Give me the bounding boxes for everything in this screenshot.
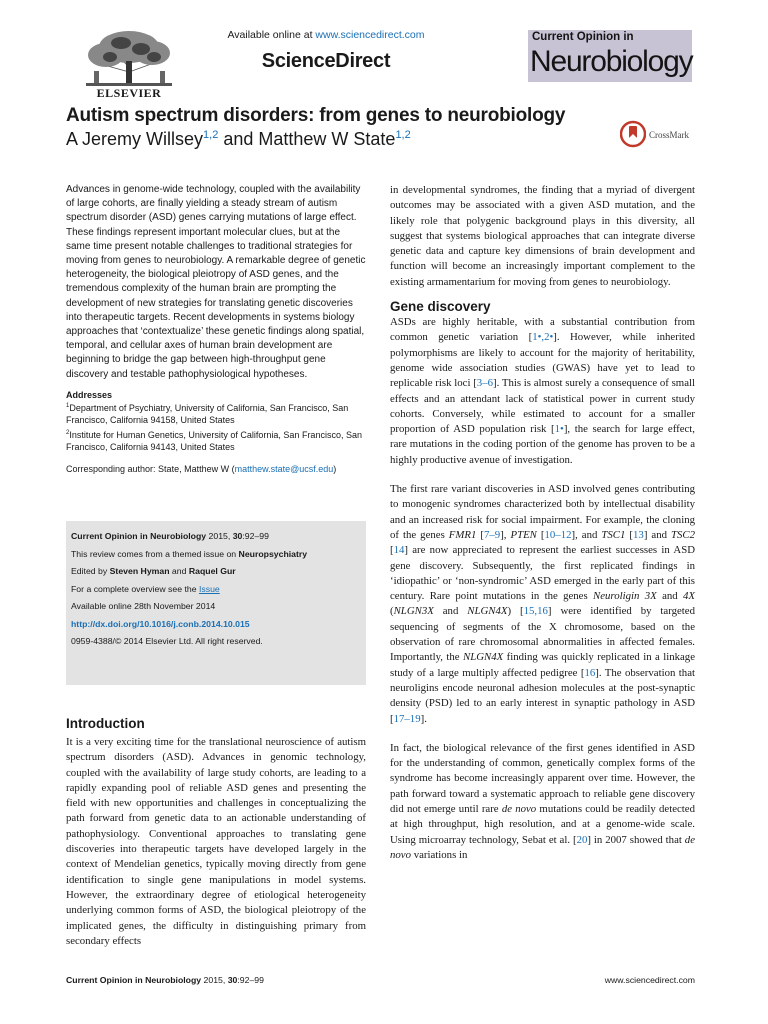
spacer xyxy=(390,468,695,482)
gene-name: NLGN4X xyxy=(463,651,504,664)
ref-link[interactable]: 16 xyxy=(584,666,596,679)
footer-volume: 30 xyxy=(227,975,238,985)
ref-link[interactable]: 13 xyxy=(633,528,644,541)
text: In fact, the biological relevance of the first genes identified in ASD for the understanding of common, genetically complex forms of the syndrome has become increasingly apparent over time. However, the path forward toward a systematic approach to reliable gene discovery did not emerge until rare xyxy=(390,741,695,815)
available-online xyxy=(200,29,452,41)
gene-name: NLGN4X xyxy=(467,605,508,618)
doi-link[interactable]: http://dx.doi.org/10.1016/j.conb.2014.10.015 xyxy=(71,618,250,629)
introduction-body xyxy=(66,735,366,949)
journal-banner-line1: Current Opinion in xyxy=(532,31,634,43)
spacer xyxy=(390,727,695,741)
ref-link[interactable]: 17–19 xyxy=(393,712,421,725)
article-authors xyxy=(66,129,626,150)
text: ]. xyxy=(420,712,427,725)
ref-link[interactable]: 3–6 xyxy=(476,377,493,390)
crossmark-label: CrossMark xyxy=(649,130,689,140)
gene-discovery-para-2: The first rare variant discoveries in ASD involved genes contributing to monogenic syndromes characterized both by intellectual disability and an increased risk for social impairment. For example, the cloning of the genes FMR1 [7–9], PTEN [10–12], and TSC1 [13] and TSC2 [14] are now appreciated to represent the earliest successes in ASD gene discovery. Subsequently, the first replicated findings in ‘idiopathic’ or ‘non-syndromic’ ASD emerged in the early part of this century. Rare point mutations in the genes Neuroligin 3X and 4X (NLGN3X and NLGN4X) [15,16] were identified by targeted sequencing of segments of the X chromosome, based on the observation of rare chromosomal abnormalities in affected females. Importantly, the NLGN4X finding was quickly replicated in a linkage study of a large multiply affected pedigree [16]. The observation that neuroligins encode neuronal adhesion molecules at the post-synaptic density (PSD) led to an early interest in synaptic pathology in ASD [17–19]. xyxy=(390,483,696,725)
author-1-affil[interactable]: 1,2 xyxy=(203,129,219,141)
addresses-heading: Addresses xyxy=(66,389,113,400)
info-journal: Current Opinion in Neurobiology xyxy=(71,531,207,541)
crossmark-badge[interactable] xyxy=(620,120,700,150)
left-column xyxy=(66,183,366,474)
text: variations in xyxy=(411,848,468,861)
text: are now appreciated to represent the earliest successes in ASD gene discovery. Subsequently, the first replicated findings in ‘idiopathic’ or ‘non-syndromic’ ASD emerged in the early part of this century. Rare point mutations in the genes xyxy=(390,544,695,603)
info-year: 2015, xyxy=(206,531,233,541)
text: The first rare variant discoveries in ASD involved genes contributing to monogenic syndromes characterized both by intellectual disability and an increased risk for social impairment. For example, the cloning of the genes xyxy=(390,483,695,541)
address-2 xyxy=(66,427,366,454)
crossmark-icon xyxy=(620,120,646,148)
gene-discovery-heading: Gene discovery xyxy=(390,299,491,315)
abstract: Advances in genome-wide technology, coupled with the availability of large cohorts, are finally yielding a steady stream of autism spectrum disorder (ASD) genes carrying mutations of large effect. These findings represent important molecular clues, but at the same time present notable challenges to traditional strategies for moving from genes to neurobiology. A remarkable degree of genetic heterogeneity, the biological pleiotropy of ASD genes, and the tremendous complexity of the human brain are prompting the development of new strategies for translating genetic discoveries into therapeutic targets. Recent developments in systems biology approaches that ‘contextualize’ these genetic findings along spatial, temporal, and cellular axes of human brain development are beginning to bridge the gap between high-throughput gene discovery and testable pathophysiological hypotheses. xyxy=(66,184,366,380)
journal-banner-line2: Neurobiology xyxy=(530,45,693,78)
info-citation xyxy=(71,528,361,546)
ref-link[interactable]: 15,16 xyxy=(523,605,548,618)
info-overview-pre: For a complete overview see the xyxy=(71,583,199,594)
available-label: Available online at xyxy=(227,29,316,41)
address-2-sup: 2 xyxy=(66,429,70,436)
footer-url-link[interactable]: www.sciencedirect.com xyxy=(604,975,695,985)
article-title: Autism spectrum disorders: from genes to neurobiology xyxy=(66,105,566,126)
footer-citation xyxy=(66,975,264,985)
info-overview xyxy=(71,581,361,599)
ref-link[interactable]: 7–9 xyxy=(483,528,501,541)
info-volume: 30 xyxy=(232,531,243,541)
gene-name: TSC1 xyxy=(601,528,626,541)
info-available: Available online 28th November 2014 xyxy=(71,601,216,611)
gene-name: PTEN xyxy=(510,528,537,541)
info-edited-pre: Edited by xyxy=(71,566,110,576)
ref-link[interactable]: 1• xyxy=(554,423,564,436)
address-1 xyxy=(66,400,366,427)
gene-discovery-para-1 xyxy=(390,315,695,468)
italic-term: de novo xyxy=(501,802,537,815)
issue-link[interactable]: Issue xyxy=(198,583,220,594)
text: ]. The observation that neuroligins encode neuronal adhesion molecules at the post-synaptic density (PSD) led to an early interest in synaptic pathology in ASD [ xyxy=(390,666,695,725)
introduction-heading: Introduction xyxy=(66,716,145,731)
italic-term: de novo xyxy=(390,833,695,861)
gene-name: Neuroligin 3X xyxy=(593,590,657,603)
text: ASDs are highly heritable, with a substantial contribution from common genetic variation [ xyxy=(390,316,695,344)
text: ] in 2007 showed that xyxy=(587,833,685,846)
author-1[interactable]: A Jeremy Willsey xyxy=(66,129,204,149)
sciencedirect-link[interactable]: www.sciencedirect.com xyxy=(315,29,425,41)
ref-link[interactable]: 20 xyxy=(576,833,588,846)
footer-year: 2015, xyxy=(201,975,228,985)
info-editor-2: Raquel Gur xyxy=(188,566,236,576)
address-1-text: Department of Psychiatry, University of California, San Francisco, San Francisco, California 94158, United States xyxy=(66,402,349,426)
info-theme-pre: This review comes from a themed issue on xyxy=(71,548,239,559)
publisher-name: ELSEVIER xyxy=(96,86,162,100)
author-2[interactable]: Matthew W State xyxy=(258,129,396,149)
journal-banner xyxy=(528,30,692,82)
gene-name: NLGN3X xyxy=(393,605,434,618)
info-pages: :92–99 xyxy=(242,531,269,541)
right-column xyxy=(390,183,695,863)
info-editors xyxy=(71,563,361,581)
footer-pages: :92–99 xyxy=(237,975,264,985)
article-info-box xyxy=(66,521,366,685)
corresponding-email-link[interactable]: matthew.state@ucsf.edu xyxy=(234,463,334,474)
gene-name: 4X xyxy=(682,590,695,603)
text: finding was quickly replicated in a linkage study of a large multiply affected pedigree [ xyxy=(390,651,695,679)
info-theme-name: Neuropsychiatry xyxy=(238,548,308,559)
author-and: and xyxy=(218,129,259,149)
gene-name: TSC2 xyxy=(671,528,696,541)
text: mutations could be readily detected at high throughput, high resolution, and at a genome-wide scale. Using microarray technology, Sebat et al. [ xyxy=(390,802,695,846)
info-copyright: 0959-4388/© 2014 Elsevier Ltd. All right reserved. xyxy=(71,636,263,646)
text: ]. This is almost surely a consequence of small effects and an attendant lack of statistical power in current study cohorts. Conversely, while estimated to account for a smaller proportion of ASD population risk [ xyxy=(390,377,695,436)
footer-journal: Current Opinion in Neurobiology xyxy=(66,975,202,985)
text: ]. However, while inherited polymorphisms are likely to account for the majority of heritability, genome wide association studies (GWAS) have yet to lead to replicable risk loci [ xyxy=(390,331,695,390)
author-2-affil[interactable]: 1,2 xyxy=(395,129,411,141)
gene-discovery-para-3 xyxy=(390,741,695,863)
info-editor-1: Steven Hyman xyxy=(109,566,170,576)
info-theme xyxy=(71,546,361,564)
text: were identified by targeted sequencing of segments of the X chromosome, based on the observation of rare chromosomal abnormalities in affected females. Importantly, the xyxy=(390,605,695,664)
ref-link[interactable]: 1•,2• xyxy=(532,331,554,344)
corresponding-close: ) xyxy=(333,463,337,474)
info-edited-and: and xyxy=(169,566,189,576)
right-continuation: in developmental syndromes, the finding that a myriad of divergent outcomes may be associated with a given ASD mutation, and the likely role that polygenic background plays in this diversity, all suggest that systems biological approaches that can integrate diverse genetic data and capture key dimensions of brain development and function will become an increasingly important complement to the existing armamentarium for moving from genes to neurobiology. xyxy=(390,184,695,288)
corresponding-author xyxy=(66,464,366,474)
address-1-sup: 1 xyxy=(66,402,70,409)
ref-link[interactable]: 14 xyxy=(393,544,405,557)
ref-link[interactable]: 10–12 xyxy=(544,528,572,541)
corresponding-label: Corresponding author: State, Matthew W ( xyxy=(66,463,235,474)
platform-name: ScienceDirect xyxy=(261,50,391,72)
text: ], the search for large effect, rare mutations in the coding portion of the genome has proven to be a highly productive avenue of investigation. xyxy=(390,423,695,466)
gene-name: FMR1 xyxy=(448,528,477,541)
introduction-text: It is a very exciting time for the translational neuroscience of autism spectrum disorders (ASD). Advances in genomic technology, coupled with the availability of large study cohorts, are leading to a rapidly expanding pool of reliable ASD genes and presenting the field with new opportunities and challenges in conceptualizing the path forward from genetic data to an actionable understanding of pathophysiology. Conventional approaches to translating gene discoveries into therapeutic targets have developed largely in the context of Mendelian genetics, typically moving directly from gene identification to single gene manipulations in model systems. However, the extraordinary degree of etiological heterogeneity underlying common forms of ASD, the biological pleiotropy of the implicated genes, the difficulty in distinguishing primary from secondary effects xyxy=(66,736,366,947)
address-2-text: Institute for Human Genetics, University of California, San Francisco, San Francisco, California 94143, United States xyxy=(66,429,362,453)
